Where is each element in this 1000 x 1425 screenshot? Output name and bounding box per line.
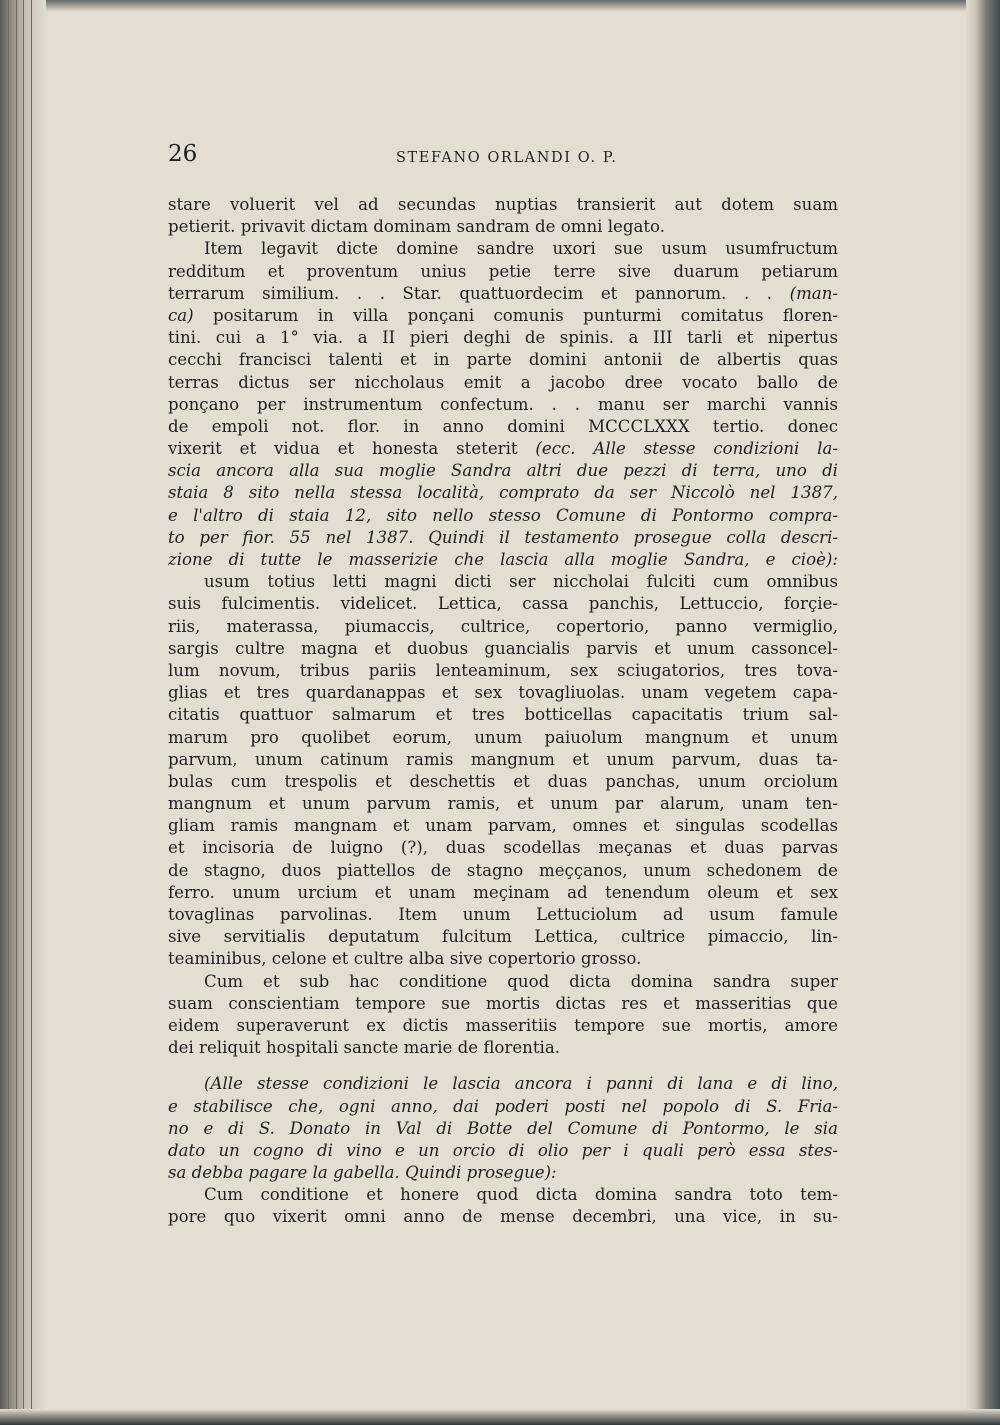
text-line	[168, 305, 838, 327]
text-span: usum totius letti magni dicti ser niccholai fulciti cum omnibus	[204, 572, 838, 592]
body-text	[168, 194, 838, 1229]
text-line	[168, 815, 838, 837]
text-span: mangnum et unum parvum ramis, et unum par alarum, unam ten-	[168, 794, 838, 814]
italic-text: to per fior. 55 nel 1387. Quindi il testamento prosegue colla descri-	[168, 527, 838, 547]
italic-text: sa debba pagare la gabella. Quindi prosegue):	[168, 1163, 557, 1183]
paragraph-gap	[168, 1059, 838, 1073]
text-line	[168, 704, 838, 726]
text-span: bulas cum trespolis et deschettis et duas panchas, unum orciolum	[168, 771, 838, 791]
text-line	[168, 727, 838, 749]
italic-text: scia ancora alla sua moglie Sandra altri due pezzi di terra, uno di	[168, 461, 838, 481]
text-line	[168, 194, 838, 216]
text-span: Item legavit dicte domine sandre uxori sue usum usumfructum	[204, 239, 838, 259]
text-line	[168, 793, 838, 815]
text-span: redditum et proventum unius petie terre sive duarum petiarum	[168, 261, 838, 281]
text-line	[168, 571, 838, 593]
text-line	[168, 948, 838, 970]
italic-text: no e di S. Donato in Val di Botte del Comune di Pontormo, le sia	[168, 1118, 838, 1138]
text-line	[168, 1162, 838, 1184]
text-span: eidem superaverunt ex dictis masseritiis tempore sue mortis, amore	[168, 1015, 838, 1035]
text-line	[168, 261, 838, 283]
text-line	[168, 327, 838, 349]
text-line	[168, 372, 838, 394]
scan-top-edge	[0, 0, 1000, 12]
text-span: sive servitialis deputatum fulcitum Lettica, cultrice pimaccio, lin-	[168, 927, 838, 947]
italic-text: zione di tutte le masserizie che lascia alla moglie Sandra, e cioè):	[168, 550, 838, 569]
text-span: ponçano per instrumentum confectum. . . manu ser marchi vannis	[168, 394, 838, 414]
text-line	[168, 771, 838, 793]
text-span: terras dictus ser niccholaus emit a jacobo dree vocato ballo de	[168, 372, 838, 392]
text-line	[168, 1140, 838, 1162]
italic-text: e l'altro di staia 12, sito nello stesso Comune di Pontormo compra-	[168, 505, 838, 525]
text-span: cecchi francisci talenti et in parte domini antonii de albertis quas	[168, 350, 838, 370]
text-span: glias et tres quardanappas et sex tovagliuolas. unam vegetem capa-	[168, 683, 838, 703]
text-span: Cum conditione et honere quod dicta domina sandra toto tem-	[204, 1185, 838, 1205]
text-span: sargis cultre magna et duobus guancialis parvis et unum cassoncel-	[168, 638, 838, 658]
text-line	[168, 971, 838, 993]
italic-text: (ecc. Alle stesse condizioni la-	[535, 439, 838, 459]
italic-text: ca)	[168, 305, 194, 325]
text-line	[168, 1015, 838, 1037]
text-line	[168, 993, 838, 1015]
text-line	[168, 460, 838, 482]
text-line	[168, 438, 838, 460]
text-line	[168, 837, 838, 859]
text-span: parvum, unum catinum ramis mangnum et unum parvum, duas ta-	[168, 749, 838, 769]
text-line	[168, 505, 838, 527]
text-span: stare voluerit vel ad secundas nuptias transierit aut dotem suam	[168, 195, 838, 214]
italic-text: (Alle stesse condizioni le lascia ancora i panni di lana e di lino,	[204, 1074, 838, 1094]
text-span: ferro. unum urcium et unam meçinam ad tenendum oleum et sex	[168, 882, 838, 902]
text-line	[168, 1037, 838, 1059]
text-span: lum novum, tribus pariis lenteaminum, sex sciugatorios, tres tova-	[168, 660, 838, 680]
text-span: dei reliquit hospitali sancte marie de florentia.	[168, 1038, 560, 1058]
running-title: STEFANO ORLANDI O. P.	[396, 150, 618, 166]
text-line	[168, 394, 838, 416]
text-line	[168, 926, 838, 948]
text-line	[168, 238, 838, 260]
text-line	[168, 216, 838, 238]
text-line	[168, 283, 838, 305]
text-line	[168, 416, 838, 438]
scan-bottom-edge	[0, 1409, 1000, 1425]
text-line	[168, 682, 838, 704]
scan-right-edge	[966, 0, 1000, 1425]
book-gutter	[0, 0, 46, 1425]
text-span: et incisoria de luigno (?), duas scodellas meçanas et duas parvas	[168, 838, 838, 858]
text-line	[168, 882, 838, 904]
text-line	[168, 1096, 838, 1118]
text-span: Cum et sub hac conditione quod dicta domina sandra super	[204, 971, 838, 991]
text-line	[168, 482, 838, 504]
text-span: de empoli not. flor. in anno domini MCCCLXXX tertio. donec	[168, 416, 838, 436]
text-line	[168, 904, 838, 926]
text-span: de stagno, duos piattellos de stagno meççanos, unum schedonem de	[168, 860, 838, 880]
page-number: 26	[168, 141, 198, 167]
text-span: citatis quattuor salmarum et tres botticellas capacitatis trium sal-	[168, 705, 838, 725]
text-line	[168, 549, 838, 571]
text-span: gliam ramis mangnam et unam parvam, omnes et singulas scodellas	[168, 816, 838, 836]
text-line	[168, 593, 838, 615]
text-span: suam conscientiam tempore sue mortis dictas res et masseritias que	[168, 993, 838, 1013]
text-span: pore quo vixerit omni anno de mense decembri, una vice, in su-	[168, 1207, 838, 1227]
italic-text: e stabilisce che, ogni anno, dai poderi posti nel popolo di S. Fria-	[168, 1096, 838, 1116]
text-span: marum pro quolibet eorum, unum paiuolum mangnum et unum	[168, 727, 838, 747]
text-span: tovaglinas parvolinas. Item unum Lettuciolum ad usum famule	[168, 905, 838, 924]
text-line	[168, 1118, 838, 1140]
text-line	[168, 349, 838, 371]
text-line	[168, 616, 838, 638]
italic-text: (man-	[789, 283, 838, 303]
text-span: suis fulcimentis. videlicet. Lettica, cassa panchis, Lettuccio, forçie-	[168, 594, 838, 614]
running-header	[168, 141, 838, 175]
text-line	[168, 749, 838, 771]
text-line	[168, 1206, 838, 1228]
text-line	[168, 638, 838, 660]
text-span: teaminibus, celone et cultre alba sive copertorio grosso.	[168, 949, 642, 969]
text-span: petierit. privavit dictam dominam sandram de omni legato.	[168, 217, 666, 237]
text-line	[168, 1073, 838, 1095]
text-span: terrarum similium. . . Star. quattuordecim et pannorum. . .	[168, 283, 790, 303]
italic-text: staia 8 sito nella stessa località, comprato da ser Niccolò nel 1387,	[168, 483, 838, 503]
text-span: riis, materassa, piumaccis, cultrice, copertorio, panno vermiglio,	[168, 616, 838, 636]
text-span: tini. cui a 1° via. a II pieri deghi de spinis. a III tarli et nipertus	[168, 328, 838, 348]
text-line	[168, 860, 838, 882]
text-span: positarum in villa ponçani comunis punturmi comitatus floren-	[193, 305, 838, 325]
italic-text: dato un cogno di vino e un orcio di olio per i quali però essa stes-	[168, 1140, 838, 1160]
text-span: vixerit et vidua et honesta steterit	[168, 439, 536, 459]
text-line	[168, 1184, 838, 1206]
text-line	[168, 527, 838, 549]
text-line	[168, 660, 838, 682]
